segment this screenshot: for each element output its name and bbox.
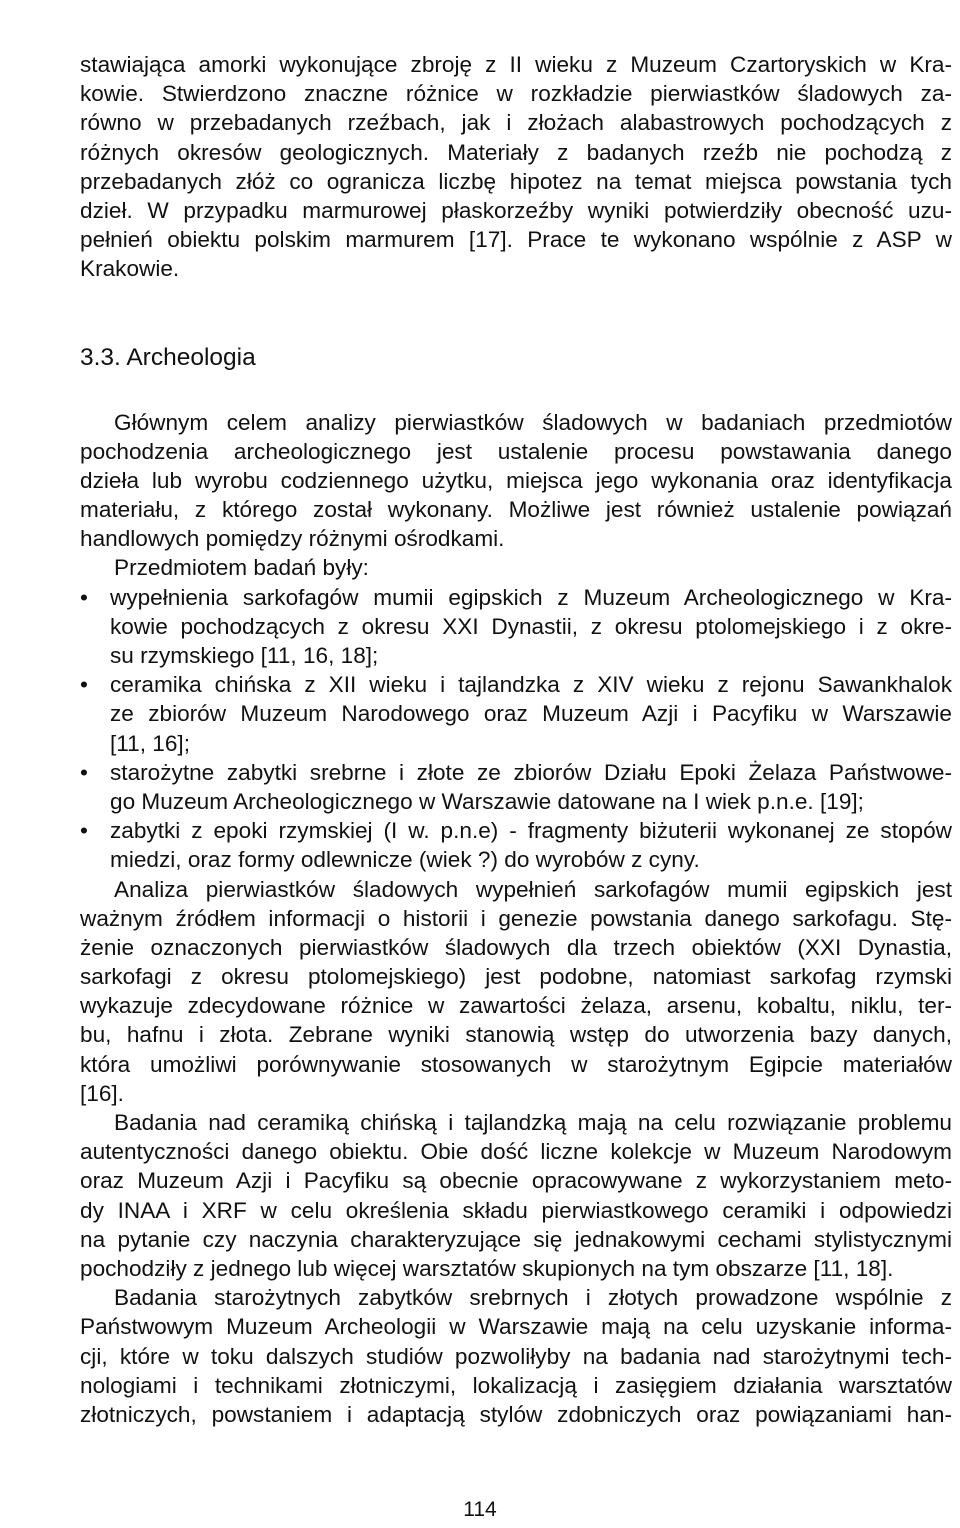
text-line: pochodzenia archeologicznego jest ustalenie procesu powstawania danego bbox=[80, 438, 952, 464]
text-line: złotniczych, powstaniem i adaptacją stylów zdobniczych oraz powiązaniami han- bbox=[80, 1401, 952, 1427]
text-line: Analiza pierwiastków śladowych wypełnień sarkofagów mumii egipskich jest bbox=[114, 876, 952, 902]
text-line: su rzymskiego [11, 16, 18]; bbox=[110, 643, 379, 668]
text-line: Głównym celem analizy pierwiastków śladowych w badaniach przedmiotów bbox=[114, 409, 952, 435]
text-line: wypełnienia sarkofagów mumii egipskich z Muzeum Archeologicznego w Kra- bbox=[110, 584, 952, 610]
text-line: na pytanie czy naczynia charakteryzujące się jednakowymi cechami stylistycznymi bbox=[80, 1226, 952, 1252]
subjects-intro: Przedmiotem badań były: bbox=[114, 555, 369, 581]
text-line: stawiająca amorki wykonujące zbroję z II wieku z Muzeum Czartoryskich w Kra- bbox=[80, 52, 952, 77]
text-line: nologiami i technikami złotniczymi, lokalizacją i zasięgiem działania warsztatów bbox=[80, 1372, 952, 1398]
text-line: materiału, z którego został wykonany. Możliwe jest również ustalenie powiązań bbox=[80, 497, 952, 523]
text-line: bu, hafnu i złota. Zebrane wyniki stanowią wstęp do utworzenia bazy danych, bbox=[80, 1022, 952, 1048]
bullet-icon: • bbox=[80, 672, 88, 698]
text-line: która umożliwi porównywanie stosowanych w starożytnym Egipcie materiałów bbox=[80, 1051, 952, 1077]
text-line: Państwowym Muzeum Archeologii w Warszawie mają na celu uzyskanie informa- bbox=[80, 1314, 952, 1340]
text-line: sarkofagi z okresu ptolomejskiego) jest podobne, natomiast sarkofag rzymski bbox=[80, 964, 952, 990]
text-line: przebadanych złóż co ogranicza liczbę hipotez na temat miejsca powstania tych bbox=[80, 168, 952, 194]
text-line: żenie oznaczonych pierwiastków śladowych dla trzech obiektów (XXI Dynastia, bbox=[80, 934, 952, 960]
text-line: oraz Muzeum Azji i Pacyfiku są obecnie opracowywane z wykorzystaniem meto- bbox=[80, 1168, 952, 1194]
intro-paragraph bbox=[80, 50, 952, 284]
bullet-icon: • bbox=[80, 584, 88, 610]
list-item bbox=[80, 670, 952, 758]
text-line: [16]. bbox=[80, 1080, 124, 1106]
list-item bbox=[80, 583, 952, 671]
text-line: dzieł. W przypadku marmurowej płaskorzeźby wyniki potwierdziły obecność uzu- bbox=[80, 197, 952, 223]
text-line: dzieła lub wyrobu codziennego użytku, miejsca jego wykonania oraz identyfikacja bbox=[80, 467, 952, 493]
text-line: ceramika chińska z XII wieku i tajlandzka z XIV wieku z rejonu Sawankhalok bbox=[110, 672, 952, 698]
text-line: Badania starożytnych zabytków srebrnych i złotych prowadzone wspólnie z bbox=[114, 1285, 952, 1311]
text-line: zabytki z epoki rzymskiej (I w. p.n.e) - fragmenty biżuterii wykonanej ze stopów bbox=[110, 818, 952, 844]
paragraph bbox=[80, 875, 952, 1109]
paragraph bbox=[80, 1283, 952, 1429]
section-heading: 3.3. Archeologia bbox=[80, 343, 256, 371]
text-line: ważnym źródłem informacji o historii i genezie powstania danego sarkofagu. Stę- bbox=[80, 905, 952, 931]
text-line: wykazuje zdecydowane różnice w zawartości żelaza, arsenu, kobaltu, niklu, ter- bbox=[80, 993, 952, 1019]
subjects-list bbox=[80, 583, 952, 875]
text-line: [11, 16]; bbox=[110, 730, 190, 756]
text-line: kowie. Stwierdzono znaczne różnice w rozkładzie pierwiastków śladowych za- bbox=[80, 81, 952, 107]
text-line: Badania nad ceramiką chińską i tajlandzką mają na celu rozwiązanie problemu bbox=[114, 1110, 952, 1135]
text-line: równo w przebadanych rzeźbach, jak i złożach alabastrowych pochodzących z bbox=[80, 110, 952, 136]
text-line: różnych okresów geologicznych. Materiały z badanych rzeźb nie pochodzą z bbox=[80, 139, 952, 165]
document-page bbox=[80, 50, 952, 1429]
list-item bbox=[80, 758, 952, 816]
text-line: pochodziły z jednego lub więcej warsztatów skupionych na tym obszarze [11, 18]. bbox=[80, 1255, 894, 1281]
text-line: autentyczności danego obiektu. Obie dość liczne kolekcje w Muzeum Narodowym bbox=[80, 1139, 952, 1165]
text-line: Krakowie. bbox=[80, 256, 180, 282]
text-line: go Muzeum Archeologicznego w Warszawie datowane na I wiek p.n.e. [19]; bbox=[110, 788, 864, 814]
section-paragraph bbox=[80, 408, 952, 554]
page-number: 114 bbox=[463, 1498, 497, 1521]
text-line: cji, które w toku dalszych studiów pozwoliłyby na badania nad starożytnymi tech- bbox=[80, 1343, 952, 1369]
text-line: ze zbiorów Muzeum Narodowego oraz Muzeum Azji i Pacyfiku w Warszawie bbox=[110, 701, 952, 727]
text-line: pełnień obiektu polskim marmurem [17]. Prace te wykonano wspólnie z ASP w bbox=[80, 227, 952, 253]
list-item bbox=[80, 816, 952, 874]
text-line: handlowych pomiędzy różnymi ośrodkami. bbox=[80, 526, 505, 552]
text-line: miedzi, oraz formy odlewnicze (wiek ?) do wyrobów z cyny. bbox=[110, 847, 700, 873]
bullet-icon: • bbox=[80, 759, 88, 785]
text-line: kowie pochodzących z okresu XXI Dynastii, z okresu ptolomejskiego i z okre- bbox=[110, 613, 952, 639]
text-line: dy INAA i XRF w celu określenia składu pierwiastkowego ceramiki i odpowiedzi bbox=[80, 1197, 952, 1223]
paragraph bbox=[80, 1108, 952, 1283]
bullet-icon: • bbox=[80, 818, 88, 844]
text-line: starożytne zabytki srebrne i złote ze zbiorów Działu Epoki Żelaza Państwowe- bbox=[110, 759, 952, 785]
